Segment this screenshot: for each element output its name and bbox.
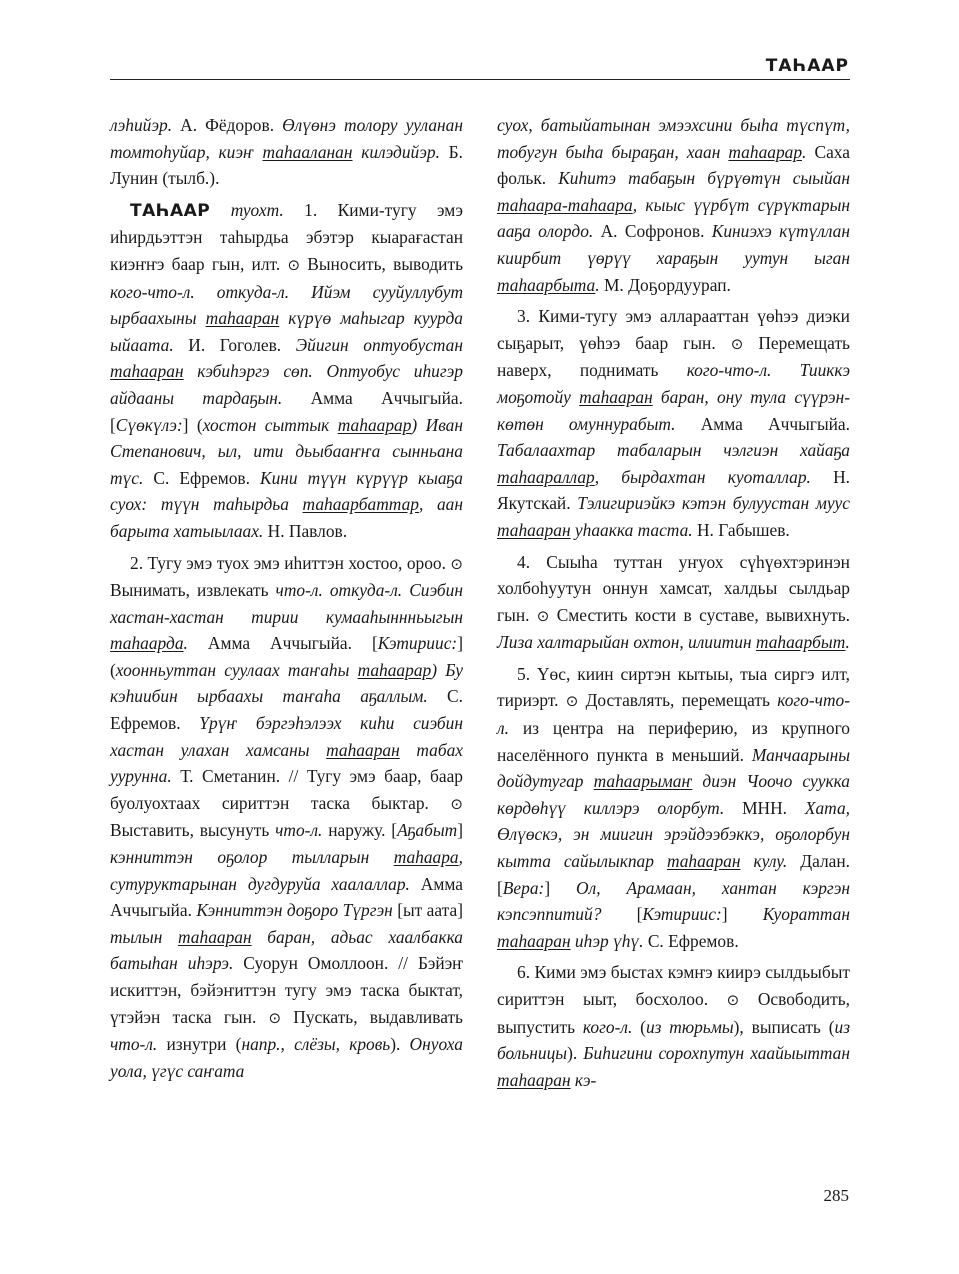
italic-text: Онуоха уола, үгүс саҥата <box>110 1034 463 1081</box>
italic-text: тылын <box>110 926 179 947</box>
italic-text: Кэтириис: <box>377 633 458 654</box>
italic-text: Табалаахтар табаларын чэлгиэн хайаҕа <box>497 440 850 461</box>
meaning-marker-icon: ⊙ <box>287 255 301 274</box>
italic-text: Кини түүн күрүүр кыаҕа суох: түүн таһырдьа <box>110 467 463 515</box>
headword-form: таһааран <box>326 739 400 760</box>
headword-form: таһаараллар <box>497 466 595 487</box>
headword-form: таһаарар <box>337 414 412 435</box>
text-run: 5. Үөс, киин сиртэн кытыы, тыа сиргэ илт, тириэрт. <box>497 663 850 711</box>
meaning-marker-icon: ⊙ <box>536 606 550 625</box>
left-column <box>110 112 463 1084</box>
text-run: Выносить, выводить <box>300 253 464 274</box>
italic-text: . <box>183 633 188 654</box>
text-run: ] <box>544 877 577 898</box>
text-run: 1. Кими-тугу эмэ иһирдьэттэн таһырдьа эбэтэр кыарағастан киэҥҥэ баар гын, илт. <box>110 199 463 274</box>
text-run: С. Ефремов. <box>110 686 463 734</box>
entry-paragraph <box>110 112 463 192</box>
headword-form: таһааран <box>497 519 571 540</box>
italic-text: Киһитэ табаҕын бүрүөтүн сыыйан <box>558 168 850 189</box>
text-run: Амма Аччыгыйа. [ <box>187 633 378 654</box>
italic-text: . <box>845 632 850 653</box>
italic-text: , бырдахтан куоталлар. <box>594 466 811 487</box>
italic-text: кэнниттэн оҕолор тылларын <box>110 847 394 868</box>
italic-text: что-л. откуда-л. <box>275 580 403 601</box>
text-run: Освободить, выпустить <box>497 989 850 1037</box>
headword-form: таһаарбыта <box>497 274 596 295</box>
italic-text: диэн Чоочо суукка көрдөһүү киллэрэ олорбут. <box>497 771 850 818</box>
headword-form: таһаарар <box>728 141 803 162</box>
text-run: из центра на периферию, из крупного населённого пункта в меньший. <box>497 718 850 765</box>
text-run: ] <box>721 904 763 925</box>
italic-text: Сүөкүлэ: <box>115 414 183 435</box>
text-run: С. Ефремов. <box>143 467 261 488</box>
meaning-marker-icon: ⊙ <box>730 334 744 353</box>
italic-text: кого-что-л. <box>686 360 772 381</box>
text-run: Сместить кости в суставе, вывихнуть. <box>549 604 850 625</box>
text-run: ). <box>567 1043 584 1064</box>
italic-text: ) Бу кэһиибин ырбаахы таҥаһа аҕаллым. <box>110 659 463 707</box>
italic-text: . <box>595 274 600 295</box>
text-run: изнутри ( <box>157 1034 242 1055</box>
italic-text: Киниэхэ күтүллан киирбит үөрүү хараҕын уутун ыган <box>497 221 850 268</box>
italic-text: Куораттан <box>762 904 850 925</box>
text-run <box>289 282 311 302</box>
sense-paragraph <box>497 959 850 1093</box>
text-run: А. Софронов. <box>593 221 712 242</box>
text-run <box>771 360 799 380</box>
italic-text: Сиэбин хастан-хастан тирии кумааһыннньыгын <box>110 580 463 627</box>
text-run: А. Фёдоров. <box>172 115 283 135</box>
sense-paragraph <box>497 661 850 955</box>
text-run: 3. Кими-тугу эмэ алларааттан үөһээ диэки сыҕарыт, үөһээ баар гын. <box>497 306 850 353</box>
headword-form: таһааран <box>178 926 252 947</box>
italic-text: Манчаарыны дойдутугар <box>497 744 850 792</box>
text-run: С. Ефремов. <box>643 930 739 951</box>
text-run: Амма Аччыгыйа. <box>110 873 463 921</box>
text-run: Н. Габышев. <box>692 519 790 540</box>
italic-text: Тииккэ моҕотойу <box>497 360 850 407</box>
text-run: ] <box>457 820 463 841</box>
text-run: Н. Павлов. <box>263 520 348 541</box>
text-run: Т. Сметанин. // Тугу эмэ баар, баар буолуохтаах сириттэн таска быктар. <box>110 766 463 813</box>
italic-text: из тюрьмы <box>645 1016 734 1037</box>
right-column <box>497 112 850 1093</box>
italic-text: Өлүөнэ толору ууланан томтоһуйар, киэҥ <box>110 115 463 162</box>
headword: ТАҺААР <box>130 200 211 221</box>
text-run: Суорун Омоллоон. // Бэйэҥ искиттэн, бэйэҥиттэн тугу эмэ таска быктат, үтэйэн таска гын. <box>110 953 463 1027</box>
sense-paragraph <box>110 550 463 1085</box>
italic-text: баран, ону тула сүүрэн-көтөн омуннурабыт. <box>497 386 850 434</box>
text-run: Саха фольк. <box>497 141 850 189</box>
italic-text: Ийэм сууйуллубут ырбаахыны <box>110 281 463 329</box>
running-header: ТАҺААР <box>765 56 849 76</box>
italic-text: суох, батыйатынан эмээхсини быһа түспүт, тобугун быһа быраҕан, хаан <box>497 115 850 162</box>
italic-text: табах уурунна. <box>110 739 463 787</box>
text-run: 4. Сыыһа туттан уҥуох сүһүөхтэринэн холбоһуутун оннун хамсат, халдьы сылдьар гын. <box>497 551 850 625</box>
italic-text: Кэтириис: <box>642 904 722 925</box>
text-run: ] ( <box>110 633 463 680</box>
text-run: Вынимать, извлекать <box>110 580 276 601</box>
italic-text: баран, адьас хаалбакка батыһан иһэрэ. <box>110 926 463 974</box>
text-run: 2. Тугу эмэ туох эмэ иһиттэн хостоо, ороо. <box>130 552 451 573</box>
text-run: ), выписать ( <box>733 1016 835 1037</box>
headword-form: таһааланан <box>262 141 353 162</box>
italic-text: напр., слёзы, кровь <box>241 1034 391 1055</box>
italic-text: уһаакка таста. <box>570 519 693 540</box>
meaning-marker-icon: ⊙ <box>726 991 740 1009</box>
italic-text: Кэнниттэн доҕоро Түргэн <box>196 900 398 921</box>
text-run: Н. Якутскай. <box>497 466 850 514</box>
sense-paragraph <box>497 549 850 656</box>
headword-form: таһаара-таһаара <box>497 194 633 215</box>
text-run: ). <box>390 1034 410 1055</box>
headword-form: таһаарымаҥ <box>593 771 693 792</box>
text-run: МНН. <box>724 797 805 818</box>
text-run: Пускать, выдавливать <box>281 1006 463 1027</box>
text-run: 6. Кими эмэ быстах кэмҥэ киирэ сылдьыбыт сириттэн ыыт, босхолоо. <box>497 962 850 1009</box>
italic-text: хостон сыттык <box>202 414 338 435</box>
meaning-marker-icon: ⊙ <box>268 1008 282 1027</box>
text-run: Амма Аччыгыйа. [ <box>110 387 463 435</box>
italic-text: Биһигини сорохпутун хаайыыттан <box>583 1043 850 1064</box>
italic-text: кого-л. <box>582 1016 633 1037</box>
italic-text: килэдийэр. <box>352 141 440 162</box>
sense-paragraph <box>497 303 850 543</box>
headword-paragraph <box>110 197 463 545</box>
headword-form: таһаарбыт <box>755 632 846 653</box>
headword-form: таһаарар <box>357 659 432 680</box>
headword-form: таһааран <box>497 1069 571 1090</box>
header-rule <box>110 79 850 80</box>
meaning-marker-icon: ⊙ <box>450 794 463 813</box>
text-run: Б. Лунин (тылб.). <box>110 141 463 189</box>
meaning-marker-icon: ⊙ <box>565 692 579 711</box>
text-run: [ <box>636 904 643 925</box>
italic-text: Аҕабыт <box>397 820 458 841</box>
meaning-marker-icon: ⊙ <box>450 554 463 573</box>
italic-text: кэ- <box>570 1069 597 1090</box>
text-run: М. Доҕордуурап. <box>599 274 731 295</box>
headword-form: таһааран <box>579 386 653 407</box>
text-run: Амма Аччыгыйа. <box>675 413 850 434</box>
italic-text: Эйигин оптуобустан <box>295 334 464 355</box>
headword-form: таһаарда <box>110 633 184 654</box>
italic-text: Лиза халтарыйан охтон, илиитин <box>497 632 756 653</box>
headword-form: таһааран <box>497 930 571 951</box>
text-run: Доставлять, перемещать <box>578 690 778 711</box>
page-number: 285 <box>823 1186 849 1205</box>
italic-text: , аан барыта хатыылаах. <box>110 494 463 541</box>
headword-form: таһааран <box>205 308 280 329</box>
italic-text: Ол, Арамаан, хантан кэргэн кэпсэппитий? <box>497 877 851 925</box>
italic-text: туохт. <box>210 199 284 220</box>
italic-text: кэбиһэргэ сөп. Оптуобус иһигэр айдааны тардаҕын. <box>110 361 463 408</box>
italic-text: , кыыс үүрбүт сүрүктарын ааҕа олордо. <box>497 194 850 242</box>
italic-text: кого-что-л. <box>497 690 850 739</box>
headword-form: таһаарбаттар <box>302 494 419 515</box>
italic-text: хоонньуттан суулаах таҥаһы <box>115 659 358 680</box>
italic-text: . <box>802 141 807 162</box>
headword-form: таһааран <box>666 851 741 872</box>
italic-text: что-л. <box>110 1034 158 1055</box>
text-run: ] ( <box>182 414 203 435</box>
italic-text: Вера: <box>502 877 545 898</box>
italic-text: , сутуруктарынан дугдуруйа хаалаллар. <box>110 847 463 894</box>
text-run: Далан. [ <box>497 851 850 898</box>
text-run: Перемещать наверх, поднимать <box>497 332 850 381</box>
italic-text: иһэр үһү. <box>570 930 644 951</box>
italic-text: кулу. <box>740 851 788 872</box>
italic-text: Тэлигириэйкэ кэтэн булуустан муус <box>577 493 850 514</box>
text-run: И. Гоголев. <box>173 334 296 355</box>
italic-text: из больницы <box>497 1016 850 1064</box>
italic-text: Үрүҥ бэргэһэлээх киһи сиэбин хастан улахан хамсаны <box>110 713 463 760</box>
italic-text: лэһийэр. <box>110 115 173 135</box>
italic-text: кого-что-л. откуда-л. <box>110 281 290 302</box>
text-run: [ыт аата] <box>397 900 463 921</box>
italic-text: ) Иван Степанович, ыл, ити дьыбааҥҥа сынньана түс. <box>110 414 463 488</box>
text-run: Выставить, высунуть <box>110 820 276 841</box>
italic-text: күрүө маһыгар куурда ыйаата. <box>110 308 464 355</box>
italic-text: Хата, Өлүөскэ, эн миигин эрэйдээбэккэ, оҕолорбун кытта сайылыкпар <box>497 797 850 872</box>
headword-form: таһааран <box>110 361 184 382</box>
entry-paragraph <box>497 112 850 298</box>
text-run: ( <box>632 1016 646 1037</box>
text-run: наружу. [ <box>322 820 398 841</box>
headword-form: таһаара <box>393 847 459 868</box>
italic-text: что-л. <box>275 820 323 841</box>
